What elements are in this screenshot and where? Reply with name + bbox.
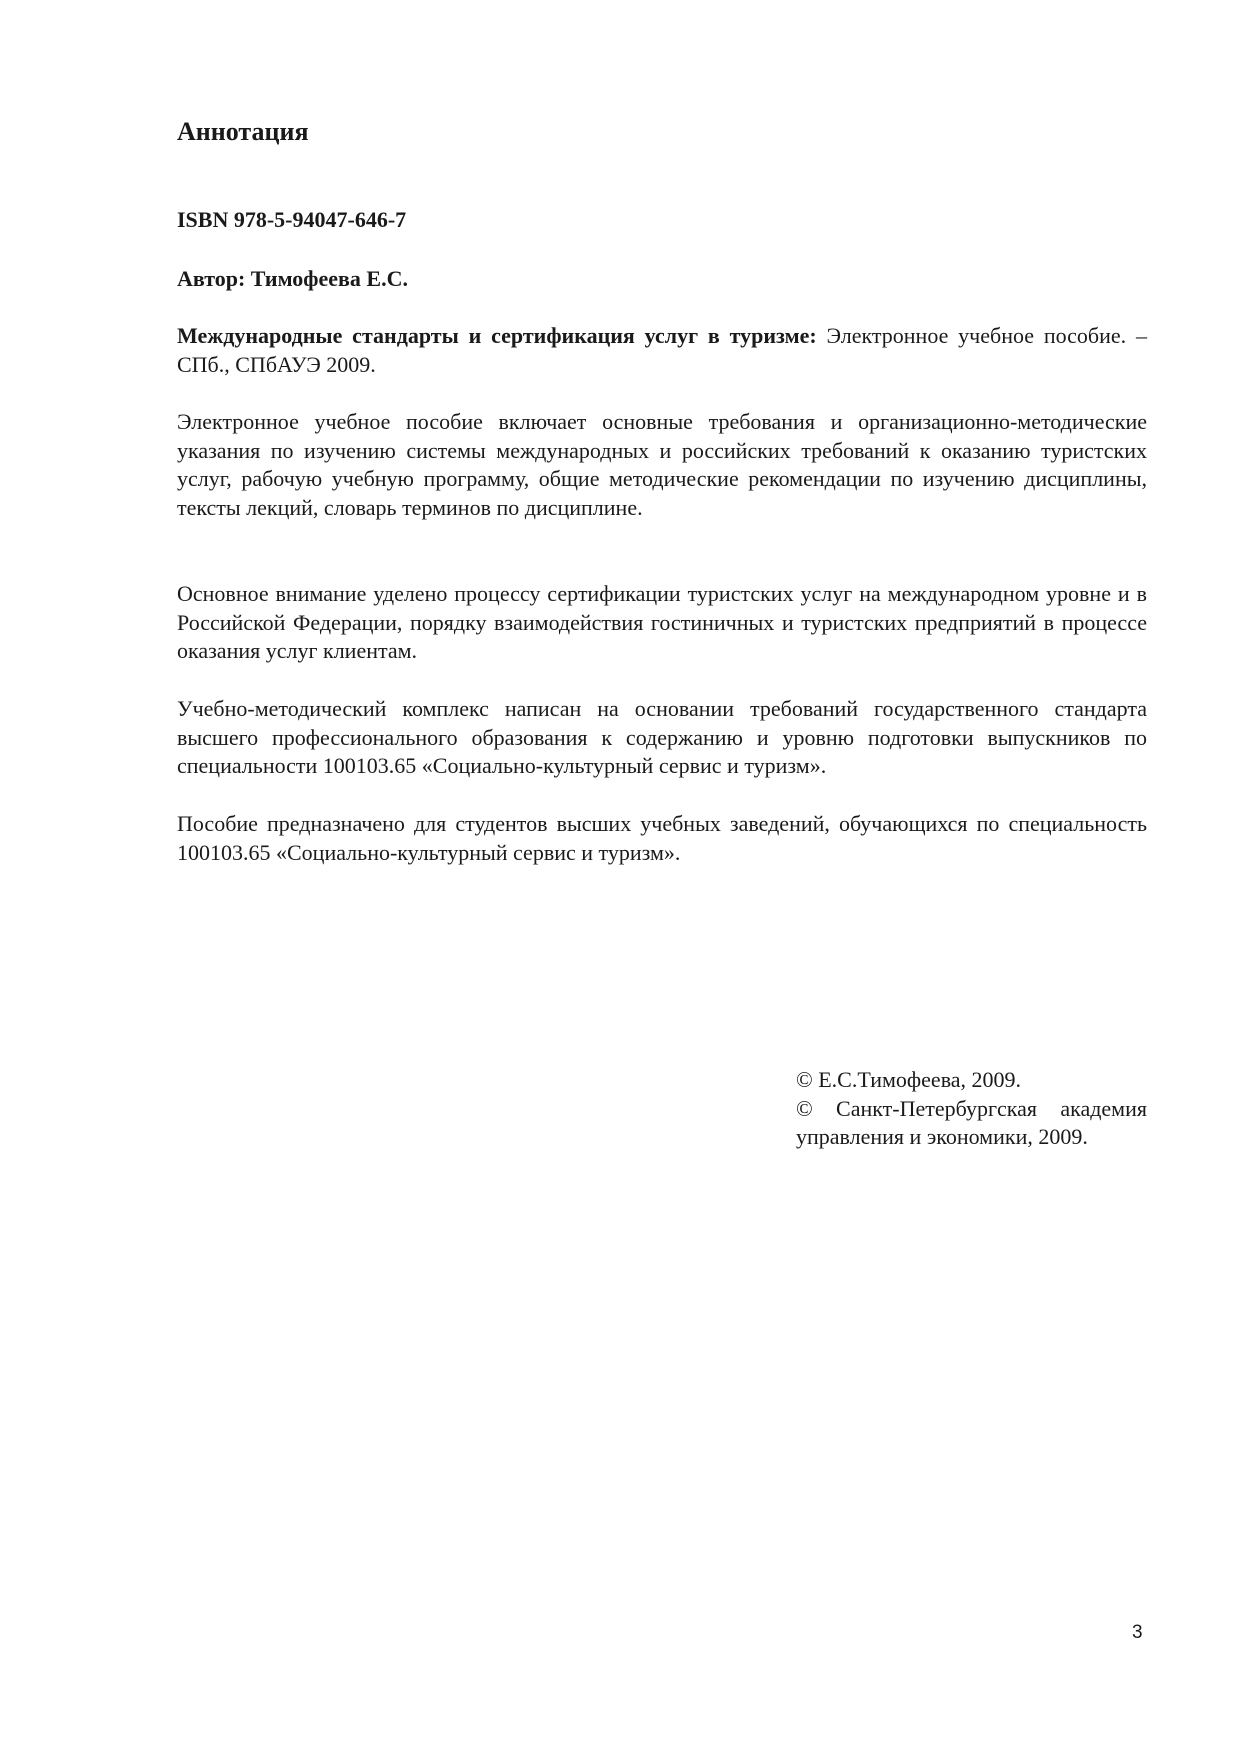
annotation-heading: Аннотация <box>177 117 309 146</box>
body-paragraph-focus: Основное внимание уделено процессу сертификации туристских услуг на международном уровне и в Российской Федерации, порядку взаимодействия гостиничных и туристских предприятий в процессе оказания услуг клиентам. <box>177 581 1147 663</box>
page-number: 3 <box>1132 1622 1143 1643</box>
author-line: Автор: Тимофеева Е.С. <box>177 266 408 291</box>
body-paragraph-description: Электронное учебное пособие включает основные требования и организационно-методические указания по изучению системы международных и российских требований к оказанию туристских услуг, рабочую учебную программу, общие методические рекомендации по изучению дисциплины, тексты лекций, словарь терминов по дисциплине. <box>177 409 1147 520</box>
book-title: Международные стандарты и сертификация услуг в туризме: <box>177 323 817 348</box>
copyright-academy: © Санкт-Петербургская академия управления и экономики, 2009. <box>796 1095 1147 1149</box>
body-paragraph-basis: Учебно-методический комплекс написан на основании требований государственного стандарта высшего профессионального образования к содержанию и уровню подготовки выпускников по специальности 100103.65 «Социально-культурный сервис и туризм». <box>177 696 1147 778</box>
isbn-line: ISBN 978-5-94047-646-7 <box>177 207 407 232</box>
body-paragraph-audience: Пособие предназначено для студентов высших учебных заведений, обучающихся по специальность 100103.65 «Социально-культурный сервис и туризм». <box>177 811 1147 865</box>
copyright-author: © Е.С.Тимофеева, 2009. <box>796 1067 1022 1092</box>
copyright-block <box>796 1066 1147 1152</box>
book-publication-info: Электронное учебное пособие. – СПб., СПбАУЭ 2009. <box>177 323 1147 377</box>
title-paragraph <box>177 322 1147 379</box>
